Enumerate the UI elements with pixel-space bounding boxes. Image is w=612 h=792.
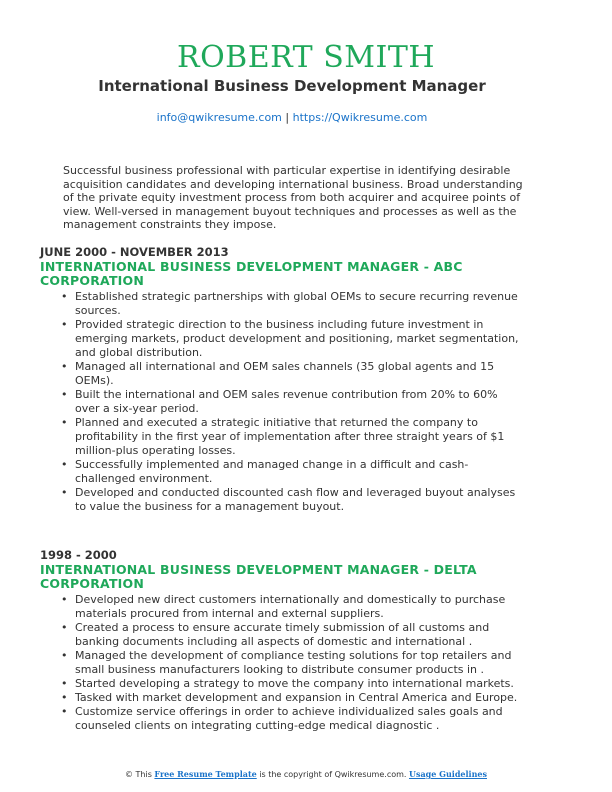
summary-paragraph: Successful business professional with particular expertise in identifying desirable acquisition candidates and developing international business. Broad understanding of the private equity investment process from both acquirer and acquiree points of view. Well-versed in management buyout techniques and processes as well as the management constraints they impose.: [63, 164, 523, 231]
contact-separator: |: [285, 111, 290, 124]
bullet-text: Successfully implemented and managed change in a difficult and cash-challenged environment.: [75, 458, 469, 485]
candidate-name: ROBERT SMITH: [176, 40, 436, 75]
bullet-text: Planned and executed a strategic initiative that returned the company to profitability in the first year of implementation after three straight years of $1 million-plus operating losses.: [75, 416, 505, 457]
candidate-title: International Business Development Manager: [98, 77, 486, 95]
bullet-icon: •: [61, 416, 68, 429]
email-link[interactable]: info@qwikresume.com: [156, 111, 282, 124]
bullet-icon: •: [61, 290, 68, 303]
bullet-icon: •: [61, 621, 68, 634]
experience-entry: [40, 245, 540, 514]
job-bullets: [40, 593, 540, 733]
bullet-icon: •: [61, 318, 68, 331]
footer-prefix: © This: [124, 770, 152, 779]
job-dates: 1998 - 2000: [40, 548, 117, 562]
bullet-icon: •: [61, 593, 68, 606]
contact-line: [0, 111, 584, 124]
bullet-text: Established strategic partnerships with global OEMs to secure recurring revenue sources.: [75, 290, 518, 317]
experience-entry: [40, 548, 540, 733]
bullet-text: Created a process to ensure accurate timely submission of all customs and banking documents including all aspects of domestic and international .: [75, 621, 490, 648]
bullet-item: [40, 621, 520, 649]
bullet-icon: •: [61, 705, 68, 718]
bullet-text: Managed the development of compliance testing solutions for top retailers and small business manufacturers looking to distribute consumer products in .: [75, 649, 512, 676]
usage-guidelines-link[interactable]: Usage Guidelines: [409, 769, 487, 779]
footer-middle: is the copyright of Qwikresume.com.: [259, 770, 407, 779]
bullet-text: Provided strategic direction to the business including future investment in emerging markets, product development and positioning, market segmentation, and global distribution.: [75, 318, 519, 359]
website-link[interactable]: https://Qwikresume.com: [292, 111, 428, 124]
bullet-item: [40, 290, 520, 318]
bullet-text: Customize service offerings in order to achieve individualized sales goals and counseled clients on integrating cutting-edge medical diagnostic .: [75, 705, 503, 732]
bullet-text: Started developing a strategy to move the company into international markets.: [75, 677, 514, 690]
copyright-footer: [0, 769, 612, 779]
bullet-item: [40, 593, 520, 621]
bullet-item: [40, 318, 520, 360]
bullet-icon: •: [61, 458, 68, 471]
job-role: INTERNATIONAL BUSINESS DEVELOPMENT MANAGER - DELTA CORPORATION: [40, 562, 477, 591]
bullet-icon: •: [61, 677, 68, 690]
job-role: INTERNATIONAL BUSINESS DEVELOPMENT MANAGER - ABC CORPORATION: [40, 259, 463, 288]
bullet-item: [40, 360, 520, 388]
bullet-icon: •: [61, 360, 68, 373]
bullet-icon: •: [61, 691, 68, 704]
bullet-item: [40, 705, 520, 733]
bullet-item: [40, 486, 520, 514]
bullet-item: [40, 649, 520, 677]
bullet-item: [40, 388, 520, 416]
free-resume-template-link[interactable]: Free Resume Template: [154, 769, 257, 779]
bullet-text: Managed all international and OEM sales channels (35 global agents and 15 OEMs).: [75, 360, 495, 387]
bullet-text: Tasked with market development and expansion in Central America and Europe.: [75, 691, 518, 704]
bullet-icon: •: [61, 388, 68, 401]
bullet-item: [40, 677, 520, 691]
bullet-icon: •: [61, 486, 68, 499]
bullet-item: [40, 416, 520, 458]
bullet-item: [40, 458, 520, 486]
job-dates: JUNE 2000 - NOVEMBER 2013: [40, 245, 229, 259]
bullet-item: [40, 691, 520, 705]
job-bullets: [40, 290, 540, 514]
bullet-text: Developed new direct customers internationally and domestically to purchase materials procured from internal and external suppliers.: [75, 593, 506, 620]
bullet-icon: •: [61, 649, 68, 662]
bullet-text: Built the international and OEM sales revenue contribution from 20% to 60% over a six-year period.: [75, 388, 498, 415]
bullet-text: Developed and conducted discounted cash flow and leveraged buyout analyses to value the business for a management buyout.: [75, 486, 516, 513]
